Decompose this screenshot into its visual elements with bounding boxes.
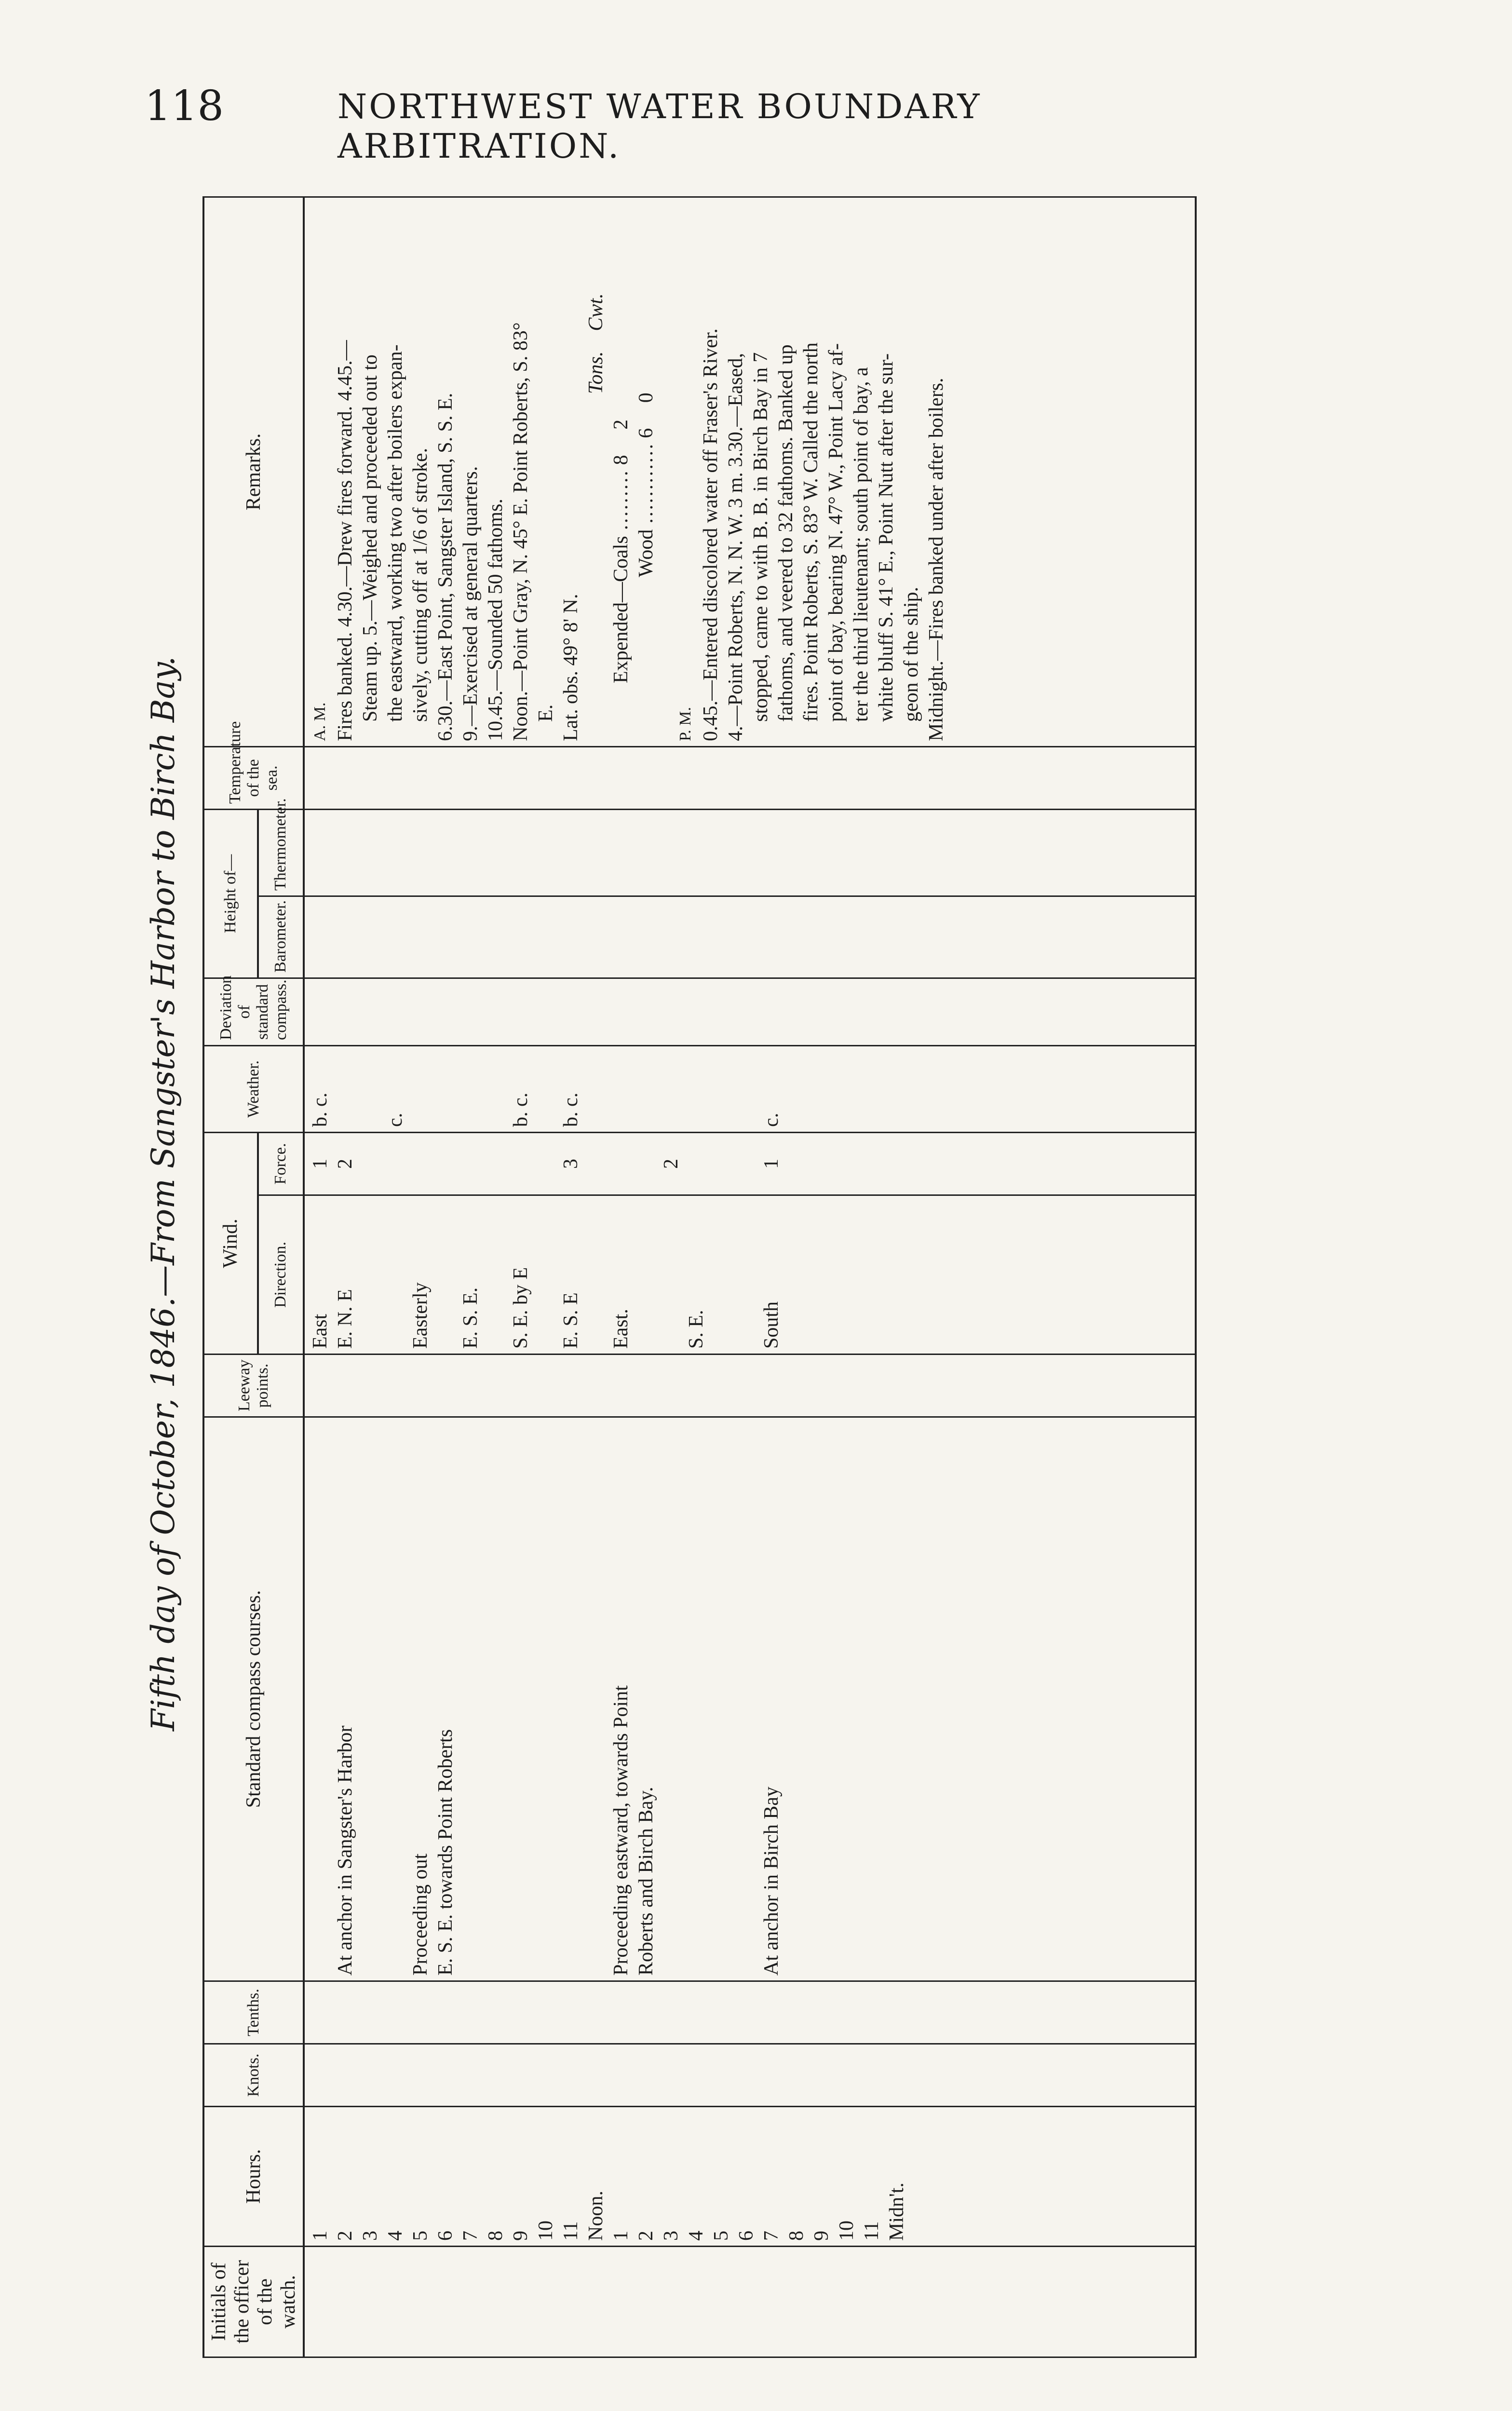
hour-cell: 9 xyxy=(810,2231,833,2241)
page-header xyxy=(145,72,1229,166)
header-knots: Knots. xyxy=(203,2044,304,2107)
remark-line: Fires banked. 4.30.—Drew fires forward. 4.45.— xyxy=(334,340,356,741)
hour-cell: 1 xyxy=(610,2231,632,2241)
header-deviation: Deviation of standard compass. xyxy=(203,978,304,1045)
hour-cell: Noon. xyxy=(585,2191,607,2241)
log-table xyxy=(202,196,1197,2358)
remark-line: 10.45.—Sounded 50 fathoms. xyxy=(485,499,507,741)
hours-column xyxy=(304,2107,1196,2247)
header-direction: Direction. xyxy=(258,1195,304,1354)
header-thermometer: Thermometer. xyxy=(258,809,304,896)
remark-line: geon of the ship. xyxy=(900,587,922,722)
weather-entry: b. c. xyxy=(510,1092,532,1127)
header-barometer: Barometer. xyxy=(258,896,304,978)
hour-cell: 5 xyxy=(409,2231,432,2241)
remark-line: 9.—Exercised at general quarters. xyxy=(459,466,482,741)
hour-cell: Midn't. xyxy=(886,2182,908,2241)
remark-line: fires. Point Roberts, S. 83° W. Called the north xyxy=(800,342,822,722)
course-entry: Roberts and Birch Bay. xyxy=(635,1787,657,1976)
hour-cell: 1 xyxy=(309,2231,331,2241)
wind-direction: E. S. E. xyxy=(459,1287,482,1349)
header-courses: Standard compass courses. xyxy=(203,1417,304,1981)
running-head: NORTHWEST WATER BOUNDARY ARBITRATION. xyxy=(338,87,982,166)
remark-line: sively, cutting off at 1/6 of stroke. xyxy=(409,447,432,722)
remark-line: white bluff S. 41° E., Point Nutt after the sur- xyxy=(875,353,897,722)
knots-column xyxy=(304,2044,1196,2107)
hour-cell: 10 xyxy=(836,2221,858,2241)
wind-force: 2 xyxy=(660,1159,682,1169)
header-tenths: Tenths. xyxy=(203,1981,304,2044)
initials-column xyxy=(304,2247,1196,2357)
leeway-column xyxy=(304,1354,1196,1417)
weather-entry: b. c. xyxy=(309,1092,331,1127)
sea-temp-column xyxy=(304,746,1196,809)
wind-direction: South xyxy=(760,1301,783,1349)
header-weather: Weather. xyxy=(203,1045,304,1132)
expended-label: Expended—Coals xyxy=(610,536,632,683)
remark-line: Steam up. 5.—Weighed and proceeded out to xyxy=(359,354,381,722)
pm-label: P. M. xyxy=(676,707,694,741)
remark-line: fathoms, and veered to 32 fathoms. Banked up xyxy=(775,344,797,722)
hour-cell: 6 xyxy=(434,2231,457,2241)
remarks-column: A. M. Fires banked. 4.30.—Drew fires forward. 4.45.— Steam up. 5.—Weighed and proceeded out to the eastward, working two after boilers expan- sively, cutting off at 1/6 of stroke. 6.30.—East Point, Sangster Island, S. S. E. 9.—Exercised at general quarters. 10.45.—Sounded 50 fathoms. Noon.—Point Gray, N. 45° E. Point Roberts, S. 83° E. Lat. obs. 49° 8' N. Tons. Cwt. Expended—Coals ……… 8 2 Wood ………… 6 0 P. M. 0.45.—Entered discolored water off Fraser's River. 4.—Point Roberts, N. N. W. 3 m. 3.30.—Eased, stopped, came to with B. B. in Birch Bay in 7 fathoms, and veered to 32 fathoms. Banked up fires. Point Roberts, S. 83° W. Called the north point of bay, bearing N. 47° W., Point Lacy af- ter the third lieutenant; south point of bay, a white bluff S. 41° E., Point Nutt after the sur- geon of the ship. Midnight.—Fires banked under after boilers. xyxy=(304,197,1196,746)
weather-entry: b. c. xyxy=(560,1092,582,1127)
wind-force-column xyxy=(304,1132,1196,1195)
course-entry: Proceeding out xyxy=(409,1853,432,1976)
hour-cell: 4 xyxy=(384,2231,406,2241)
hour-cell: 2 xyxy=(334,2231,356,2241)
remark-line: 0.45.—Entered discolored water off Fraser's River. xyxy=(700,328,722,741)
cwt-label: Cwt. xyxy=(585,293,607,331)
header-force: Force. xyxy=(258,1132,304,1195)
hour-cell: 9 xyxy=(510,2231,532,2241)
header-remarks: Remarks. xyxy=(203,197,304,746)
wind-force: 1 xyxy=(309,1159,331,1169)
header-leeway: Leeway points. xyxy=(203,1354,304,1417)
log-caption: Fifth day of October, 1846.—From Sangster's Harbor to Birch Bay. xyxy=(145,656,182,1731)
courses-column xyxy=(304,1417,1196,1981)
remark-line: Midnight.—Fires banked under after boilers. xyxy=(925,378,947,741)
header-initials: Initials of the officer of the watch. xyxy=(203,2247,304,2357)
course-entry: Proceeding eastward, towards Point xyxy=(610,1685,632,1976)
weather-entry: c. xyxy=(384,1112,406,1127)
hour-cell: 8 xyxy=(485,2231,507,2241)
wood-label: Wood xyxy=(635,529,657,577)
course-entry: At anchor in Sangster's Harbor xyxy=(334,1725,356,1976)
barometer-column xyxy=(304,896,1196,978)
wind-direction: East. xyxy=(610,1309,632,1349)
am-label: A. M. xyxy=(311,702,329,741)
remark-line: the eastward, working two after boilers expan- xyxy=(384,344,406,722)
wind-direction: S. E. by E xyxy=(510,1267,532,1349)
wind-direction-column xyxy=(304,1195,1196,1354)
coals-tons: 8 xyxy=(610,455,632,465)
weather-entry: c. xyxy=(760,1112,783,1127)
wind-direction: East xyxy=(309,1314,331,1349)
wind-direction: Easterly xyxy=(409,1282,432,1349)
remark-line: Noon.—Point Gray, N. 45° E. Point Roberts, S. 83° xyxy=(510,322,532,741)
wind-force: 3 xyxy=(560,1159,582,1169)
wind-force: 1 xyxy=(760,1159,783,1169)
hour-cell: 10 xyxy=(535,2221,557,2241)
remark-line: 6.30.—East Point, Sangster Island, S. S. E. xyxy=(434,393,457,741)
hour-cell: 7 xyxy=(459,2231,482,2241)
remark-line: point of bay, bearing N. 47° W., Point Lacy af- xyxy=(825,343,847,722)
hour-cell: 3 xyxy=(359,2231,381,2241)
page-number: 118 xyxy=(145,82,224,130)
wind-direction: S. E. xyxy=(685,1310,707,1349)
hour-cell: 11 xyxy=(560,2221,582,2241)
header-sea-temp: Temperature of the sea. xyxy=(203,746,304,809)
header-height-of: Height of— xyxy=(203,809,258,978)
tenths-column xyxy=(304,1981,1196,2044)
wind-direction: E. S. E xyxy=(560,1292,582,1349)
hour-cell: 5 xyxy=(710,2231,732,2241)
course-entry: E. S. E. towards Point Roberts xyxy=(434,1729,457,1976)
wood-tons: 6 xyxy=(635,428,657,438)
wind-force: 2 xyxy=(334,1159,356,1169)
remark-line: stopped, came to with B. B. in Birch Bay in 7 xyxy=(750,352,772,722)
remark-line: Lat. obs. 49° 8' N. xyxy=(560,594,582,741)
course-entry: At anchor in Birch Bay xyxy=(760,1787,783,1976)
wind-direction: E. N. E xyxy=(334,1289,356,1349)
hour-cell: 4 xyxy=(685,2231,707,2241)
hour-cell: 11 xyxy=(861,2221,883,2241)
header-wind: Wind. xyxy=(203,1132,258,1354)
thermometer-column xyxy=(304,809,1196,896)
tons-label: Tons. xyxy=(585,351,607,394)
remark-line: E. xyxy=(535,704,557,722)
hour-cell: 6 xyxy=(735,2231,757,2241)
remark-line: 4.—Point Roberts, N. N. W. 3 m. 3.30.—Eased, xyxy=(725,352,747,741)
coals-cwt: 2 xyxy=(610,419,632,430)
hour-cell: 3 xyxy=(660,2231,682,2241)
header-hours: Hours. xyxy=(203,2107,304,2247)
deviation-column xyxy=(304,978,1196,1045)
hour-cell: 7 xyxy=(760,2231,783,2241)
hour-cell: 8 xyxy=(785,2231,808,2241)
weather-column xyxy=(304,1045,1196,1132)
remark-line: ter the third lieutenant; south point of bay, a xyxy=(850,367,872,722)
log-page-rotated xyxy=(145,293,1282,2358)
wood-cwt: 0 xyxy=(635,393,657,403)
hour-cell: 2 xyxy=(635,2231,657,2241)
